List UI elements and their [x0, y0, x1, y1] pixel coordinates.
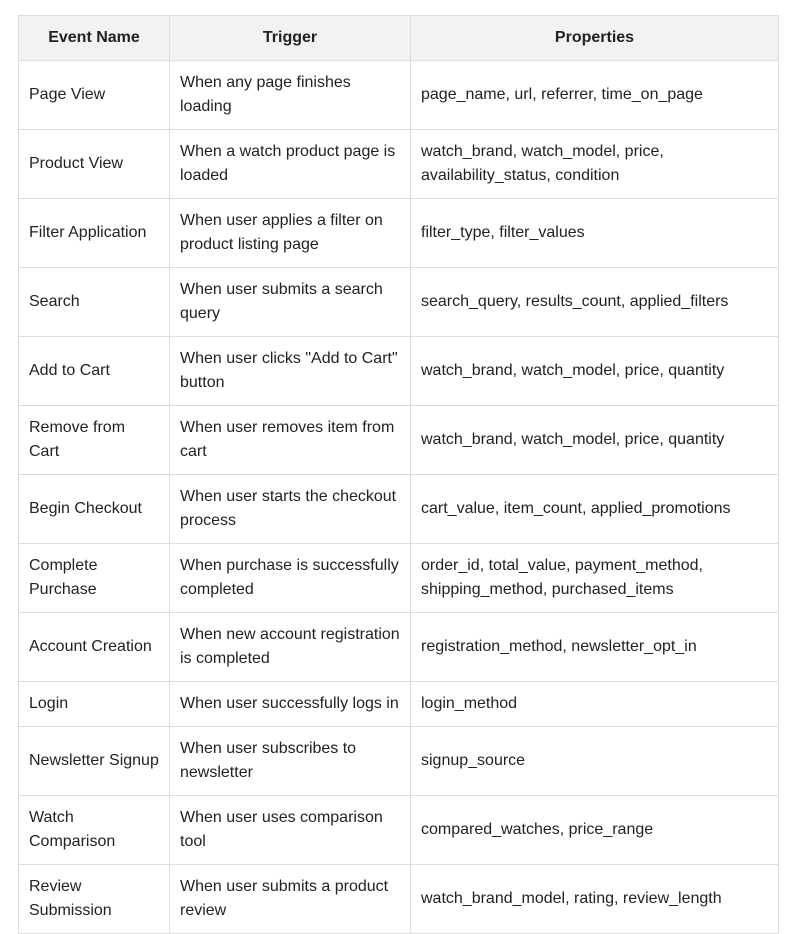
- table-row: [19, 337, 779, 406]
- trigger-cell: When purchase is successfully completed: [170, 544, 411, 613]
- trigger-cell: When user applies a filter on product listing page: [170, 199, 411, 268]
- properties-cell: order_id, total_value, payment_method, shipping_method, purchased_items: [411, 544, 779, 613]
- trigger-cell: When a watch product page is loaded: [170, 130, 411, 199]
- events-table: [18, 15, 779, 934]
- event-name-cell: Login: [19, 682, 170, 727]
- event-name-cell: Review Submission: [19, 865, 170, 934]
- event-name-cell: Search: [19, 268, 170, 337]
- header-event-name: Event Name: [19, 16, 170, 61]
- properties-cell: login_method: [411, 682, 779, 727]
- trigger-cell: When user submits a search query: [170, 268, 411, 337]
- trigger-cell: When new account registration is completed: [170, 613, 411, 682]
- table-row: [19, 475, 779, 544]
- table-row: [19, 544, 779, 613]
- event-name-cell: Filter Application: [19, 199, 170, 268]
- properties-cell: watch_brand, watch_model, price, availability_status, condition: [411, 130, 779, 199]
- table-row: [19, 865, 779, 934]
- table-row: [19, 682, 779, 727]
- properties-cell: watch_brand, watch_model, price, quantity: [411, 337, 779, 406]
- properties-cell: registration_method, newsletter_opt_in: [411, 613, 779, 682]
- table-row: [19, 130, 779, 199]
- event-name-cell: Watch Comparison: [19, 796, 170, 865]
- trigger-cell: When user clicks "Add to Cart" button: [170, 337, 411, 406]
- properties-cell: cart_value, item_count, applied_promotions: [411, 475, 779, 544]
- trigger-cell: When user starts the checkout process: [170, 475, 411, 544]
- properties-cell: filter_type, filter_values: [411, 199, 779, 268]
- properties-cell: page_name, url, referrer, time_on_page: [411, 61, 779, 130]
- event-name-cell: Newsletter Signup: [19, 727, 170, 796]
- trigger-cell: When user submits a product review: [170, 865, 411, 934]
- properties-cell: signup_source: [411, 727, 779, 796]
- event-name-cell: Product View: [19, 130, 170, 199]
- table-row: [19, 268, 779, 337]
- table-row: [19, 796, 779, 865]
- properties-cell: compared_watches, price_range: [411, 796, 779, 865]
- trigger-cell: When user removes item from cart: [170, 406, 411, 475]
- event-name-cell: Complete Purchase: [19, 544, 170, 613]
- header-properties: Properties: [411, 16, 779, 61]
- properties-cell: watch_brand, watch_model, price, quantity: [411, 406, 779, 475]
- header-row: [19, 16, 779, 61]
- event-name-cell: Account Creation: [19, 613, 170, 682]
- trigger-cell: When user subscribes to newsletter: [170, 727, 411, 796]
- table-row: [19, 199, 779, 268]
- event-name-cell: Page View: [19, 61, 170, 130]
- table-row: [19, 613, 779, 682]
- event-name-cell: Begin Checkout: [19, 475, 170, 544]
- table-header: [19, 16, 779, 61]
- trigger-cell: When user uses comparison tool: [170, 796, 411, 865]
- properties-cell: search_query, results_count, applied_filters: [411, 268, 779, 337]
- table-row: [19, 61, 779, 130]
- table-row: [19, 727, 779, 796]
- trigger-cell: When any page finishes loading: [170, 61, 411, 130]
- events-table-container: [18, 15, 778, 934]
- properties-cell: watch_brand_model, rating, review_length: [411, 865, 779, 934]
- trigger-cell: When user successfully logs in: [170, 682, 411, 727]
- table-body: [19, 61, 779, 934]
- event-name-cell: Remove from Cart: [19, 406, 170, 475]
- table-row: [19, 406, 779, 475]
- header-trigger: Trigger: [170, 16, 411, 61]
- event-name-cell: Add to Cart: [19, 337, 170, 406]
